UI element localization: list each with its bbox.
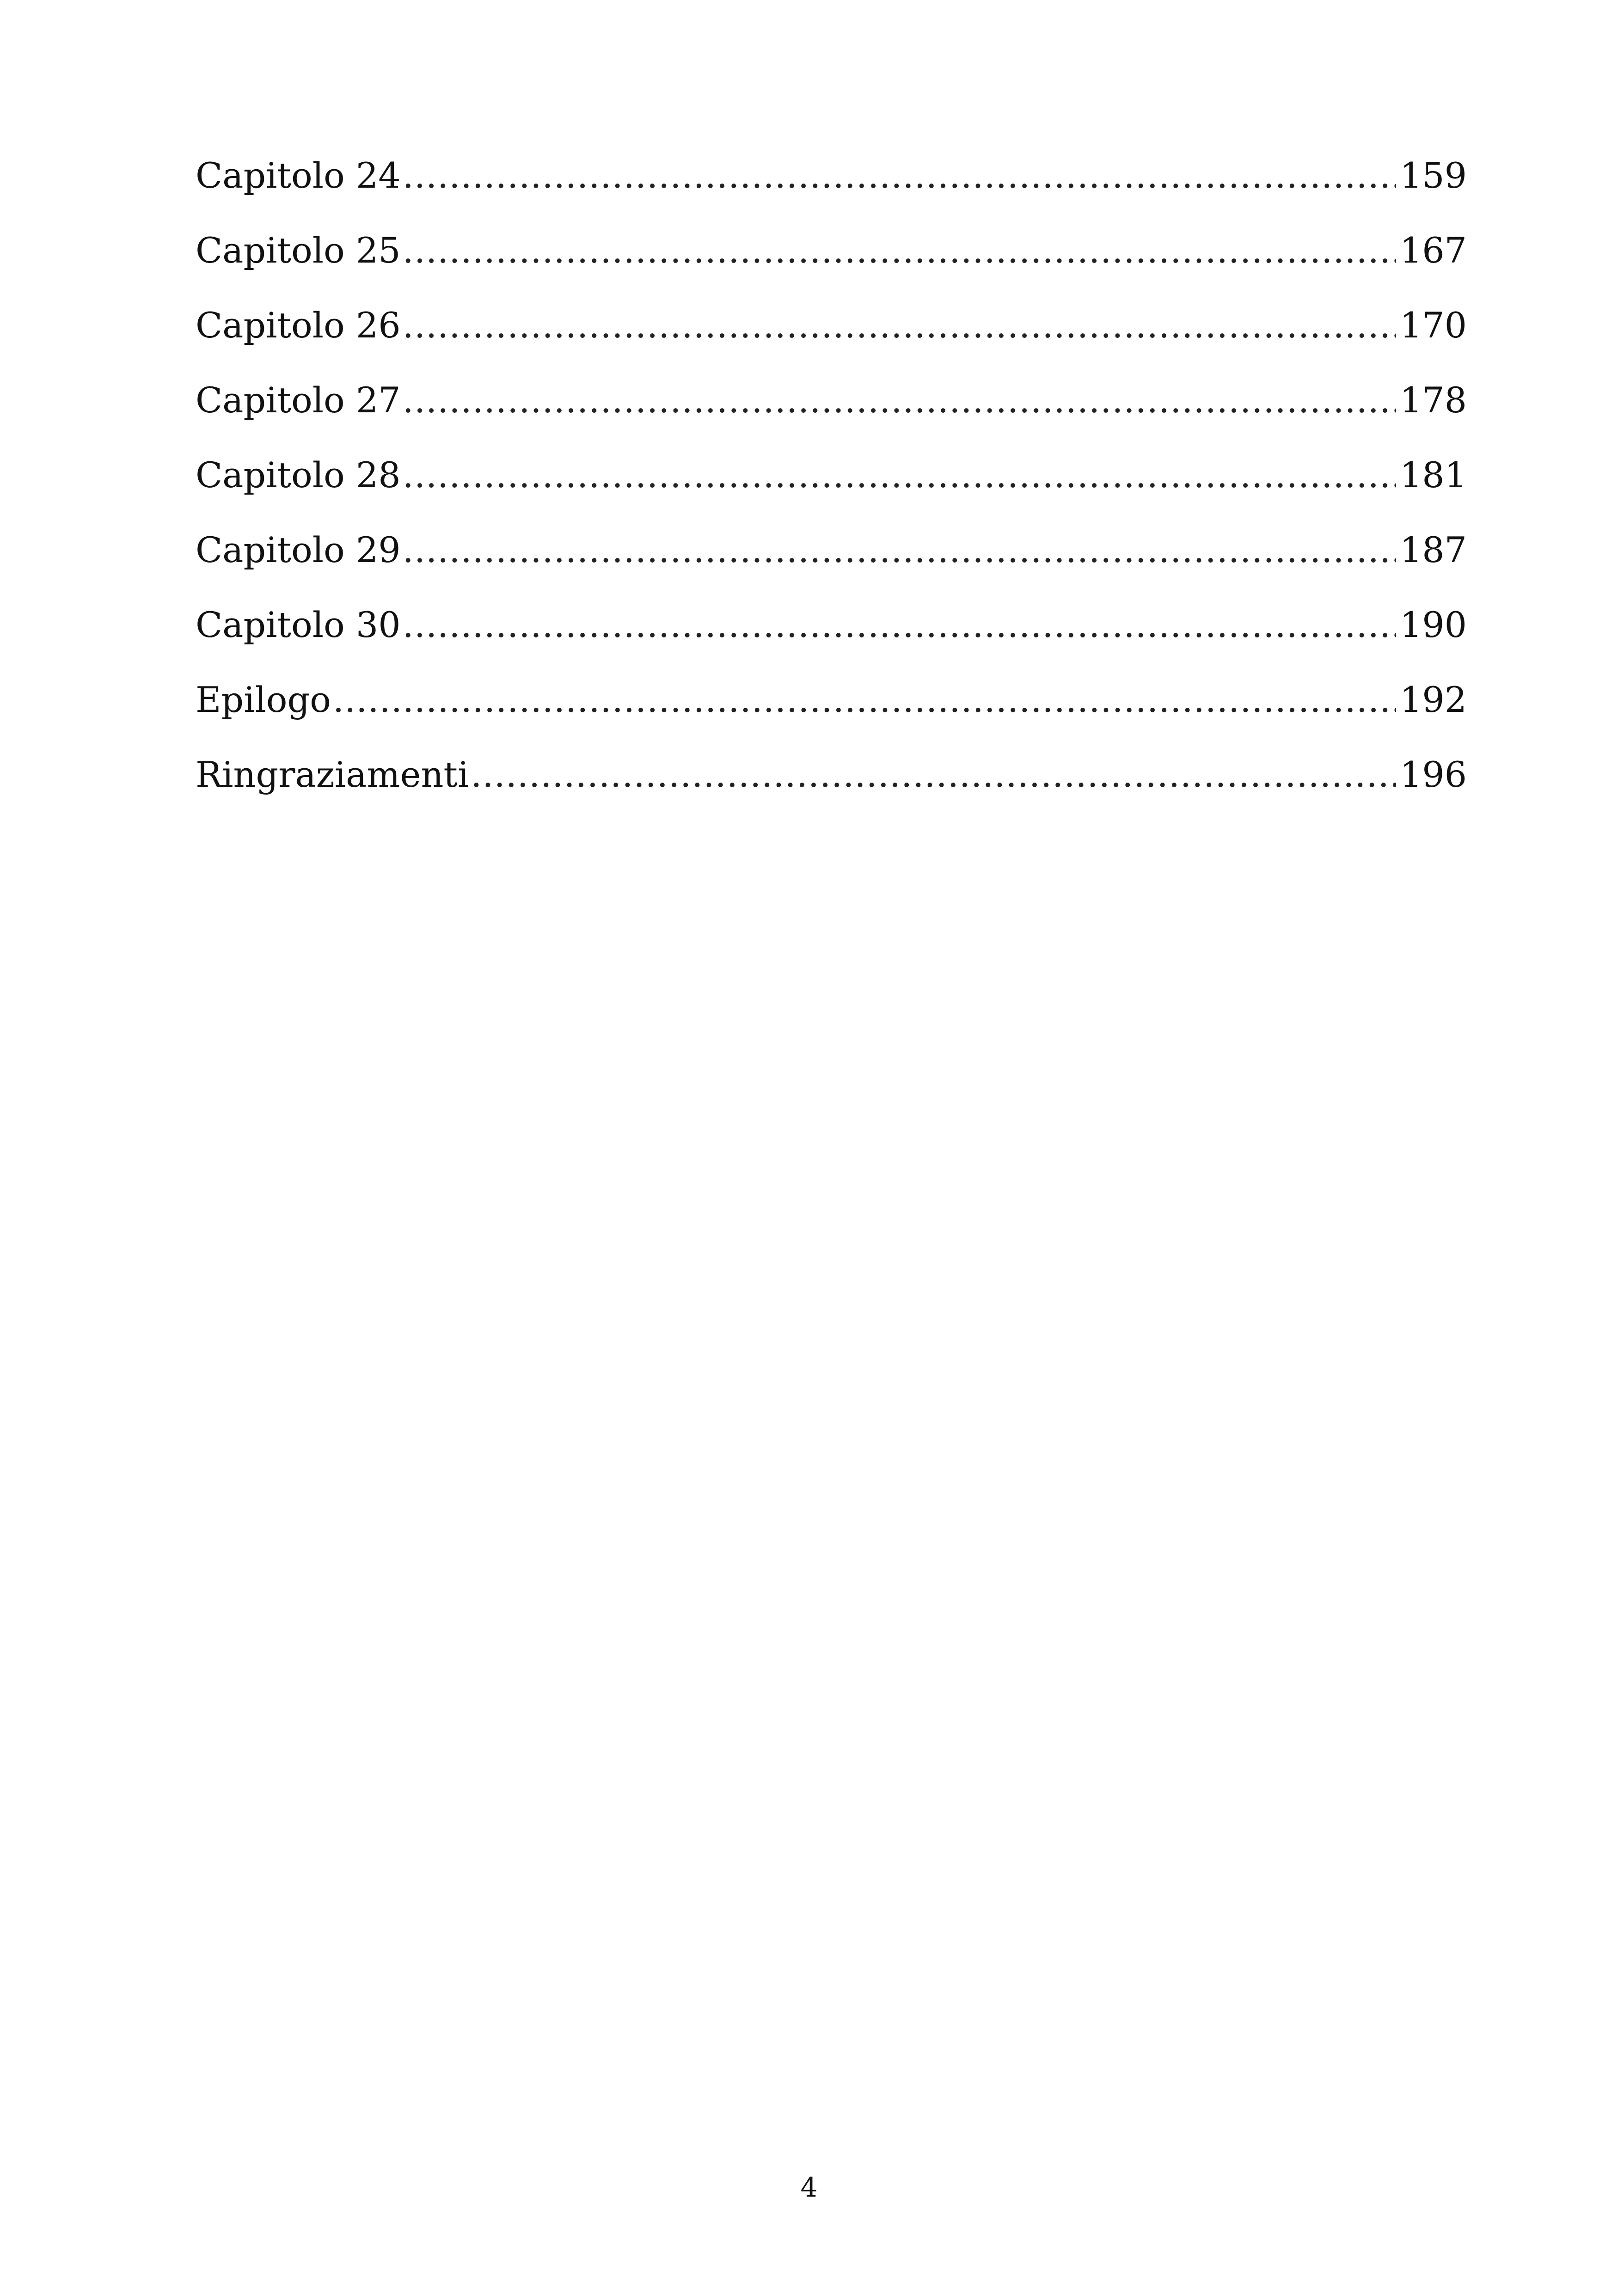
dot-leader	[403, 147, 1396, 204]
toc-entry-capitolo-24[interactable]	[196, 147, 1467, 222]
toc-entry-title: Epilogo	[196, 679, 331, 720]
dot-leader	[403, 521, 1396, 579]
toc-page-number: 159	[1399, 155, 1467, 196]
toc-page-number: 170	[1399, 305, 1467, 346]
toc-page-number: 167	[1399, 230, 1467, 271]
toc-entry-capitolo-27[interactable]	[196, 372, 1467, 447]
toc-entry-ringraziamenti[interactable]	[196, 746, 1467, 821]
toc-entry-capitolo-25[interactable]	[196, 222, 1467, 297]
toc-entry-title: Capitolo 29	[196, 529, 401, 570]
toc-page-number: 196	[1399, 754, 1467, 795]
toc-page-number: 181	[1399, 454, 1467, 496]
toc-entry-capitolo-26[interactable]	[196, 297, 1467, 372]
dot-leader	[333, 671, 1396, 729]
toc-entry-capitolo-28[interactable]	[196, 447, 1467, 521]
toc-entry-title: Capitolo 25	[196, 230, 401, 271]
toc-page-number: 178	[1399, 380, 1467, 421]
toc-entry-title: Capitolo 27	[196, 380, 401, 421]
toc-entry-title: Ringraziamenti	[196, 754, 469, 795]
toc-entry-title: Capitolo 28	[196, 454, 401, 496]
dot-leader	[403, 596, 1396, 654]
dot-leader	[403, 447, 1396, 504]
dot-leader	[403, 372, 1396, 429]
toc-page-number: 187	[1399, 529, 1467, 570]
dot-leader	[403, 297, 1396, 354]
dot-leader	[403, 222, 1396, 279]
toc-entry-capitolo-30[interactable]	[196, 596, 1467, 671]
dot-leader	[471, 746, 1396, 803]
toc-page-number: 190	[1399, 604, 1467, 645]
table-of-contents	[196, 147, 1467, 821]
toc-entry-title: Capitolo 24	[196, 155, 401, 196]
toc-entry-title: Capitolo 26	[196, 305, 401, 346]
toc-entry-epilogo[interactable]	[196, 671, 1467, 746]
page-number: 4	[800, 2172, 818, 2203]
toc-entry-title: Capitolo 30	[196, 604, 401, 645]
toc-page-number: 192	[1399, 679, 1467, 720]
toc-entry-capitolo-29[interactable]	[196, 521, 1467, 596]
